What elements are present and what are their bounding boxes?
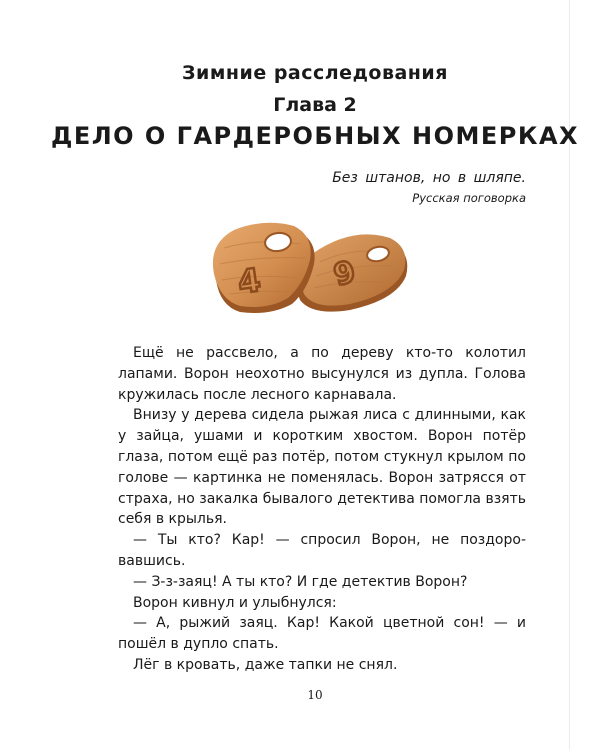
chapter-label: Глава 2 [273,94,357,116]
paragraph: Ещё не рассвело, а по дереву кто-то колотил лапами. Ворон неохотно высунулся из дупла. Голова кружилась после лесного карнавала. [118,345,526,403]
paragraph: — А, рыжий заяц. Кар! Какой цветной сон! — и пошёл в дупло спать. [118,615,526,653]
page-number: 10 [307,688,323,702]
wooden-tag-left [213,223,315,313]
chapter-body [118,343,526,676]
tag-number-left: 4 [235,260,263,302]
chapter-title: ДЕЛО О ГАРДЕРОБНЫХ НОМЕРКАХ [50,122,580,150]
paragraph: — З-з-заяц! А ты кто? И где детектив Ворон? [133,573,468,590]
series-title: Зимние расследования [182,62,448,84]
paragraph: Ворон кивнул и улыбнулся: [133,594,337,611]
tag-number-right: 9 [330,254,360,294]
paragraph: Внизу у дерева сидела рыжая лиса с длинными, как у зайца, ушами и коротким хвостом. Ворон потёр глаза, потом ещё раз потёр, потом стукнул крылом по голове — картинка не поменялась. Ворон затрясся от страха, но закалка бывалого детектива помогла взять себя в крылья. [118,407,526,528]
epigraph-text: Без штанов, но в шляпе. [332,170,526,186]
cloakroom-tags-illustration [200,218,420,318]
epigraph-source: Русская поговорка [412,191,526,205]
paragraph: Лёг в кровать, даже тапки не снял. [133,656,398,673]
epigraph [332,170,526,205]
paragraph: — Ты кто? Кар! — спросил Ворон, не поздоровавшись. [118,532,526,569]
wooden-tag-right [297,234,407,311]
